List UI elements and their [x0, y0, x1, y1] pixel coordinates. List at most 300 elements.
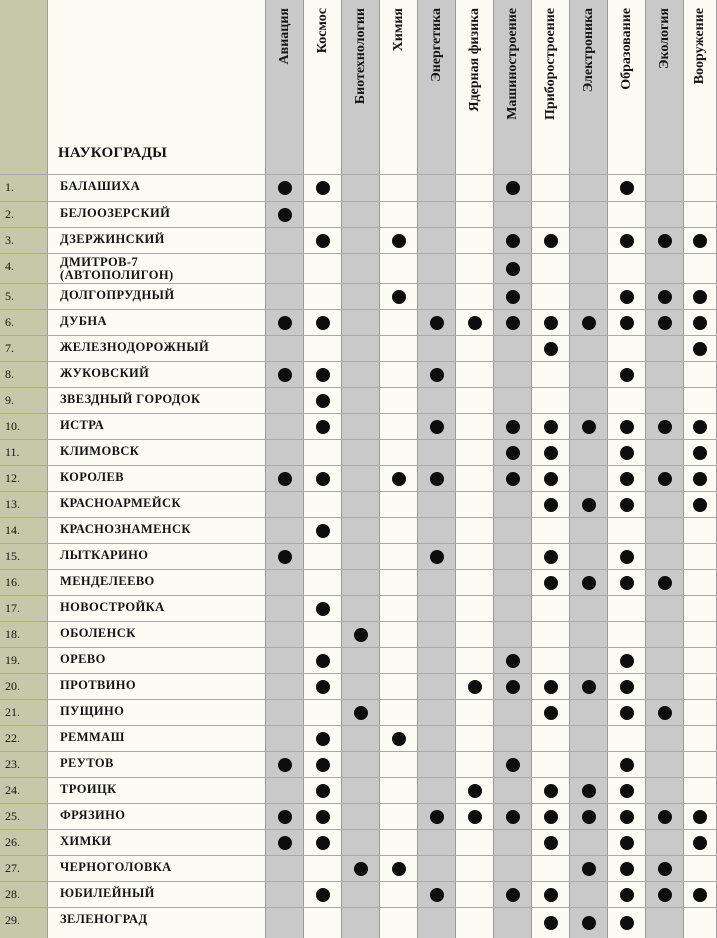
filled-circle-icon [354, 706, 368, 720]
table-row [0, 309, 717, 335]
mark-cell [646, 228, 684, 253]
table-row [0, 253, 717, 283]
mark-cell [456, 570, 494, 595]
mark-cell [608, 908, 646, 938]
mark-cell [456, 882, 494, 907]
filled-circle-icon [620, 836, 634, 850]
mark-cell [266, 310, 304, 335]
mark-cell [380, 856, 418, 881]
mark-cell [494, 804, 532, 829]
filled-circle-icon [693, 836, 707, 850]
mark-cell [418, 700, 456, 725]
city-name-line: ФРЯЗИНО [60, 808, 126, 822]
city-name-line: БЕЛООЗЕРСКИЙ [60, 206, 171, 220]
mark-cell [266, 284, 304, 309]
mark-cell [342, 622, 380, 647]
column-header-2 [304, 0, 342, 174]
mark-cell [570, 778, 608, 803]
filled-circle-icon [544, 810, 558, 824]
column-header-label: Космос [314, 8, 330, 54]
mark-cell [646, 492, 684, 517]
mark-cell [570, 492, 608, 517]
mark-cell [266, 175, 304, 201]
mark-cell [380, 254, 418, 283]
mark-cell [608, 778, 646, 803]
city-name-line: КОРОЛЕВ [60, 470, 124, 484]
mark-cell [266, 882, 304, 907]
mark-cell [418, 544, 456, 569]
mark-cell [646, 596, 684, 621]
row-number: 20. [0, 674, 48, 699]
city-name [48, 648, 266, 673]
mark-cell [608, 648, 646, 673]
mark-cell [684, 202, 717, 227]
filled-circle-icon [693, 888, 707, 902]
mark-cell [304, 254, 342, 283]
mark-cell [532, 362, 570, 387]
filled-circle-icon [620, 680, 634, 694]
row-number: 6. [0, 310, 48, 335]
city-name [48, 284, 266, 309]
mark-cell [266, 778, 304, 803]
mark-cell [304, 830, 342, 855]
mark-cell [646, 388, 684, 413]
mark-cell [608, 284, 646, 309]
mark-cell [266, 518, 304, 543]
filled-circle-icon [354, 862, 368, 876]
filled-circle-icon [430, 420, 444, 434]
city-name [48, 622, 266, 647]
filled-circle-icon [316, 368, 330, 382]
column-header-label: Машиностроение [504, 8, 520, 120]
table-row [0, 227, 717, 253]
filled-circle-icon [278, 472, 292, 486]
table-row [0, 751, 717, 777]
mark-cell [304, 908, 342, 938]
city-name [48, 336, 266, 361]
filled-circle-icon [392, 732, 406, 746]
mark-cell [646, 175, 684, 201]
mark-cell [684, 518, 717, 543]
mark-cell [532, 856, 570, 881]
city-name-line: НОВОСТРОЙКА [60, 600, 165, 614]
mark-cell [532, 752, 570, 777]
city-name-line: КРАСНОЗНАМЕНСК [60, 522, 191, 536]
filled-circle-icon [582, 680, 596, 694]
mark-cell [494, 908, 532, 938]
mark-cell [532, 544, 570, 569]
table-row [0, 569, 717, 595]
mark-cell [380, 778, 418, 803]
mark-cell [532, 414, 570, 439]
column-header-9 [570, 0, 608, 174]
mark-cell [494, 466, 532, 491]
mark-cell [266, 202, 304, 227]
mark-cell [494, 674, 532, 699]
filled-circle-icon [544, 550, 558, 564]
mark-cell [570, 228, 608, 253]
mark-cell [532, 175, 570, 201]
mark-cell [684, 804, 717, 829]
row-number: 16. [0, 570, 48, 595]
mark-cell [418, 804, 456, 829]
mark-cell [570, 440, 608, 465]
mark-cell [266, 466, 304, 491]
filled-circle-icon [544, 916, 558, 930]
row-number: 10. [0, 414, 48, 439]
mark-cell [342, 202, 380, 227]
filled-circle-icon [693, 290, 707, 304]
filled-circle-icon [658, 576, 672, 590]
filled-circle-icon [430, 472, 444, 486]
table-row [0, 491, 717, 517]
mark-cell [418, 336, 456, 361]
mark-cell [456, 778, 494, 803]
city-name [48, 570, 266, 595]
filled-circle-icon [658, 234, 672, 248]
mark-cell [646, 336, 684, 361]
city-name-line: ИСТРА [60, 418, 105, 432]
mark-cell [608, 570, 646, 595]
row-number: 7. [0, 336, 48, 361]
city-name-line: ЛЫТКАРИНО [60, 548, 149, 562]
mark-cell [418, 466, 456, 491]
mark-cell [494, 254, 532, 283]
mark-cell [646, 804, 684, 829]
table-row [0, 725, 717, 751]
mark-cell [456, 414, 494, 439]
mark-cell [684, 228, 717, 253]
mark-cell [684, 882, 717, 907]
mark-cell [342, 700, 380, 725]
filled-circle-icon [430, 368, 444, 382]
city-name-line: РЕММАШ [60, 730, 125, 744]
filled-circle-icon [658, 862, 672, 876]
mark-cell [418, 414, 456, 439]
mark-cell [456, 175, 494, 201]
mark-cell [494, 622, 532, 647]
filled-circle-icon [620, 290, 634, 304]
mark-cell [266, 362, 304, 387]
filled-circle-icon [544, 836, 558, 850]
column-header-label: Экология [656, 8, 672, 70]
filled-circle-icon [620, 576, 634, 590]
mark-cell [380, 700, 418, 725]
city-name-line: КЛИМОВСК [60, 444, 140, 458]
mark-cell [646, 202, 684, 227]
filled-circle-icon [620, 758, 634, 772]
mark-cell [532, 882, 570, 907]
mark-cell [570, 466, 608, 491]
mark-cell [456, 544, 494, 569]
mark-cell [494, 310, 532, 335]
mark-cell [532, 284, 570, 309]
filled-circle-icon [620, 498, 634, 512]
mark-cell [304, 414, 342, 439]
mark-cell [608, 228, 646, 253]
city-name-line: ЖУКОВСКИЙ [60, 366, 150, 380]
mark-cell [646, 856, 684, 881]
mark-cell [532, 622, 570, 647]
filled-circle-icon [430, 550, 444, 564]
city-name-line: ДЗЕРЖИНСКИЙ [60, 232, 165, 246]
city-name-line: ДУБНА [60, 314, 107, 328]
city-name [48, 362, 266, 387]
mark-cell [532, 202, 570, 227]
mark-cell [266, 388, 304, 413]
mark-cell [570, 622, 608, 647]
mark-cell [304, 228, 342, 253]
mark-cell [608, 388, 646, 413]
mark-cell [304, 362, 342, 387]
city-name [48, 882, 266, 907]
mark-cell [342, 726, 380, 751]
filled-circle-icon [620, 316, 634, 330]
mark-cell [380, 414, 418, 439]
mark-cell [570, 518, 608, 543]
mark-cell [532, 804, 570, 829]
mark-cell [646, 570, 684, 595]
filled-circle-icon [316, 181, 330, 195]
filled-circle-icon [620, 472, 634, 486]
filled-circle-icon [620, 446, 634, 460]
mark-cell [646, 254, 684, 283]
mark-cell [304, 596, 342, 621]
mark-cell [380, 175, 418, 201]
city-name-line: КРАСНОАРМЕЙСК [60, 496, 181, 510]
table-row [0, 465, 717, 491]
mark-cell [532, 440, 570, 465]
filled-circle-icon [544, 446, 558, 460]
row-number: 2. [0, 202, 48, 227]
mark-cell [608, 804, 646, 829]
table-row [0, 647, 717, 673]
mark-cell [494, 856, 532, 881]
mark-cell [380, 544, 418, 569]
mark-cell [646, 284, 684, 309]
mark-cell [646, 440, 684, 465]
mark-cell [266, 254, 304, 283]
mark-cell [684, 310, 717, 335]
mark-cell [684, 336, 717, 361]
mark-cell [380, 466, 418, 491]
mark-cell [304, 856, 342, 881]
column-header-12 [684, 0, 717, 174]
header-number-column [0, 0, 48, 174]
mark-cell [266, 674, 304, 699]
mark-cell [380, 202, 418, 227]
mark-cell [684, 674, 717, 699]
city-name-line: ЗВЕЗДНЫЙ ГОРОДОК [60, 392, 201, 406]
filled-circle-icon [544, 680, 558, 694]
mark-cell [380, 674, 418, 699]
column-header-10 [608, 0, 646, 174]
mark-cell [380, 648, 418, 673]
mark-cell [494, 336, 532, 361]
mark-cell [456, 622, 494, 647]
mark-cell [342, 882, 380, 907]
mark-cell [608, 414, 646, 439]
mark-cell [380, 310, 418, 335]
filled-circle-icon [506, 316, 520, 330]
city-name [48, 830, 266, 855]
row-number: 29. [0, 908, 48, 938]
filled-circle-icon [620, 654, 634, 668]
city-name-line: ПРОТВИНО [60, 678, 137, 692]
mark-cell [608, 492, 646, 517]
mark-cell [570, 726, 608, 751]
column-header-label: Биотехнологии [352, 8, 368, 105]
mark-cell [456, 726, 494, 751]
mark-cell [418, 254, 456, 283]
column-header-label: Электроника [580, 8, 596, 93]
mark-cell [570, 544, 608, 569]
mark-cell [418, 310, 456, 335]
filled-circle-icon [544, 498, 558, 512]
row-number: 3. [0, 228, 48, 253]
mark-cell [418, 882, 456, 907]
city-name-line: МЕНДЕЛЕЕВО [60, 574, 155, 588]
mark-cell [646, 310, 684, 335]
filled-circle-icon [430, 888, 444, 902]
mark-cell [266, 336, 304, 361]
mark-cell [684, 700, 717, 725]
mark-cell [494, 570, 532, 595]
mark-cell [608, 518, 646, 543]
mark-cell [532, 492, 570, 517]
mark-cell [342, 336, 380, 361]
mark-cell [456, 674, 494, 699]
filled-circle-icon [544, 316, 558, 330]
column-header-1 [266, 0, 304, 174]
city-name-line: РЕУТОВ [60, 756, 114, 770]
filled-circle-icon [316, 394, 330, 408]
filled-circle-icon [658, 420, 672, 434]
mark-cell [570, 596, 608, 621]
mark-cell [532, 830, 570, 855]
filled-circle-icon [278, 208, 292, 222]
table-row [0, 361, 717, 387]
mark-cell [684, 648, 717, 673]
mark-cell [494, 752, 532, 777]
city-name [48, 856, 266, 881]
mark-cell [570, 830, 608, 855]
city-name [48, 228, 266, 253]
mark-cell [646, 726, 684, 751]
mark-cell [532, 228, 570, 253]
mark-cell [608, 362, 646, 387]
mark-cell [380, 830, 418, 855]
table-row [0, 174, 717, 201]
mark-cell [304, 284, 342, 309]
mark-cell [418, 778, 456, 803]
row-number: 9. [0, 388, 48, 413]
city-name-line: ТРОИЦК [60, 782, 117, 796]
mark-cell [418, 284, 456, 309]
mark-cell [608, 544, 646, 569]
filled-circle-icon [620, 810, 634, 824]
mark-cell [494, 202, 532, 227]
mark-cell [684, 752, 717, 777]
row-number: 23. [0, 752, 48, 777]
city-name [48, 726, 266, 751]
mark-cell [456, 336, 494, 361]
filled-circle-icon [693, 420, 707, 434]
mark-cell [608, 752, 646, 777]
mark-cell [570, 202, 608, 227]
filled-circle-icon [544, 576, 558, 590]
mark-cell [418, 674, 456, 699]
row-number: 17. [0, 596, 48, 621]
filled-circle-icon [316, 732, 330, 746]
row-number: 27. [0, 856, 48, 881]
mark-cell [608, 830, 646, 855]
mark-cell [304, 310, 342, 335]
mark-cell [570, 804, 608, 829]
mark-cell [494, 388, 532, 413]
filled-circle-icon [392, 234, 406, 248]
mark-cell [266, 752, 304, 777]
filled-circle-icon [582, 862, 596, 876]
mark-cell [494, 882, 532, 907]
mark-cell [380, 284, 418, 309]
filled-circle-icon [693, 234, 707, 248]
mark-cell [532, 648, 570, 673]
filled-circle-icon [278, 368, 292, 382]
filled-circle-icon [468, 316, 482, 330]
mark-cell [456, 700, 494, 725]
mark-cell [304, 518, 342, 543]
city-name [48, 544, 266, 569]
mark-cell [456, 284, 494, 309]
mark-cell [456, 856, 494, 881]
mark-cell [456, 388, 494, 413]
filled-circle-icon [620, 888, 634, 902]
row-number: 21. [0, 700, 48, 725]
mark-cell [418, 570, 456, 595]
mark-cell [494, 830, 532, 855]
mark-cell [608, 466, 646, 491]
mark-cell [304, 466, 342, 491]
mark-cell [570, 648, 608, 673]
filled-circle-icon [278, 181, 292, 195]
filled-circle-icon [316, 472, 330, 486]
mark-cell [342, 492, 380, 517]
mark-cell [646, 752, 684, 777]
mark-cell [532, 726, 570, 751]
city-name-line: ДОЛГОПРУДНЫЙ [60, 288, 175, 302]
mark-cell [418, 726, 456, 751]
filled-circle-icon [392, 290, 406, 304]
mark-cell [342, 596, 380, 621]
mark-cell [532, 908, 570, 938]
column-header-8 [532, 0, 570, 174]
mark-cell [570, 175, 608, 201]
filled-circle-icon [506, 262, 520, 276]
filled-circle-icon [693, 472, 707, 486]
mark-cell [304, 648, 342, 673]
mark-cell [456, 228, 494, 253]
mark-cell [494, 596, 532, 621]
mark-cell [342, 388, 380, 413]
city-name-line: ОРЕВО [60, 652, 106, 666]
row-number: 28. [0, 882, 48, 907]
mark-cell [304, 570, 342, 595]
mark-cell [342, 830, 380, 855]
table-header [0, 0, 717, 174]
filled-circle-icon [506, 290, 520, 304]
table-row [0, 777, 717, 803]
